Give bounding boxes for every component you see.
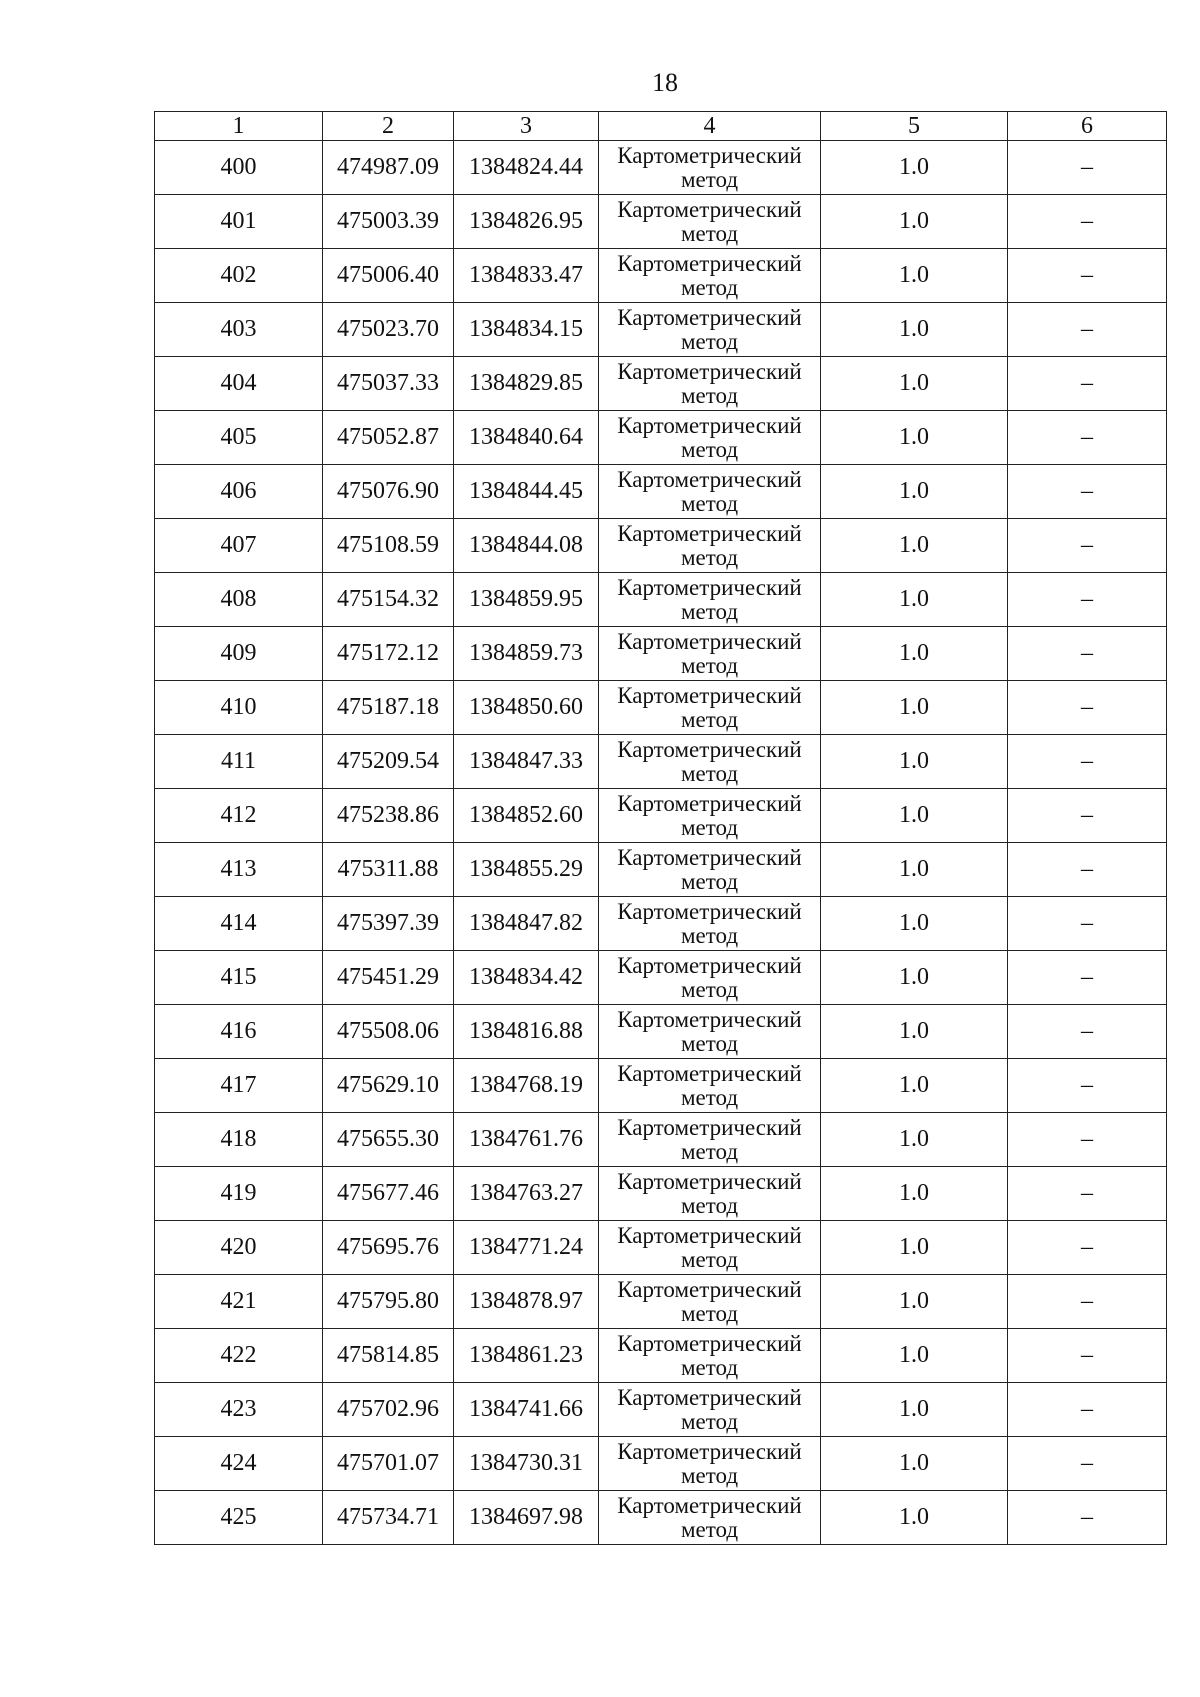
point-number-cell: 407 bbox=[155, 519, 323, 573]
method-cell: Картометрический метод bbox=[599, 1491, 821, 1545]
method-cell: Картометрический метод bbox=[599, 1005, 821, 1059]
method-cell: Картометрический метод bbox=[599, 735, 821, 789]
accuracy-cell: 1.0 bbox=[821, 1437, 1008, 1491]
note-cell: – bbox=[1008, 1329, 1167, 1383]
note-cell: – bbox=[1008, 519, 1167, 573]
note-cell: – bbox=[1008, 1113, 1167, 1167]
y-coordinate-cell: 1384861.23 bbox=[454, 1329, 599, 1383]
accuracy-cell: 1.0 bbox=[821, 1113, 1008, 1167]
y-coordinate-cell: 1384844.45 bbox=[454, 465, 599, 519]
x-coordinate-cell: 475023.70 bbox=[323, 303, 454, 357]
y-coordinate-cell: 1384834.15 bbox=[454, 303, 599, 357]
method-cell: Картометрический метод bbox=[599, 519, 821, 573]
accuracy-cell: 1.0 bbox=[821, 357, 1008, 411]
point-number-cell: 416 bbox=[155, 1005, 323, 1059]
method-cell: Картометрический метод bbox=[599, 573, 821, 627]
accuracy-cell: 1.0 bbox=[821, 249, 1008, 303]
y-coordinate-cell: 1384763.27 bbox=[454, 1167, 599, 1221]
x-coordinate-cell: 475187.18 bbox=[323, 681, 454, 735]
accuracy-cell: 1.0 bbox=[821, 1383, 1008, 1437]
point-number-cell: 415 bbox=[155, 951, 323, 1005]
point-number-cell: 418 bbox=[155, 1113, 323, 1167]
y-coordinate-cell: 1384829.85 bbox=[454, 357, 599, 411]
point-number-cell: 410 bbox=[155, 681, 323, 735]
x-coordinate-cell: 475172.12 bbox=[323, 627, 454, 681]
note-cell: – bbox=[1008, 141, 1167, 195]
note-cell: – bbox=[1008, 465, 1167, 519]
note-cell: – bbox=[1008, 951, 1167, 1005]
x-coordinate-cell: 475003.39 bbox=[323, 195, 454, 249]
note-cell: – bbox=[1008, 249, 1167, 303]
x-coordinate-cell: 475006.40 bbox=[323, 249, 454, 303]
y-coordinate-cell: 1384833.47 bbox=[454, 249, 599, 303]
note-cell: – bbox=[1008, 1275, 1167, 1329]
accuracy-cell: 1.0 bbox=[821, 411, 1008, 465]
coordinates-table bbox=[154, 111, 1167, 1545]
x-coordinate-cell: 475814.85 bbox=[323, 1329, 454, 1383]
point-number-cell: 412 bbox=[155, 789, 323, 843]
y-coordinate-cell: 1384826.95 bbox=[454, 195, 599, 249]
table-row bbox=[155, 1329, 1167, 1383]
method-cell: Картометрический метод bbox=[599, 411, 821, 465]
y-coordinate-cell: 1384847.82 bbox=[454, 897, 599, 951]
note-cell: – bbox=[1008, 303, 1167, 357]
accuracy-cell: 1.0 bbox=[821, 519, 1008, 573]
x-coordinate-cell: 475451.29 bbox=[323, 951, 454, 1005]
accuracy-cell: 1.0 bbox=[821, 1059, 1008, 1113]
table-row bbox=[155, 897, 1167, 951]
page-number: 18 bbox=[652, 68, 678, 97]
method-cell: Картометрический метод bbox=[599, 1221, 821, 1275]
point-number-cell: 420 bbox=[155, 1221, 323, 1275]
x-coordinate-cell: 475695.76 bbox=[323, 1221, 454, 1275]
method-cell: Картометрический метод bbox=[599, 951, 821, 1005]
note-cell: – bbox=[1008, 1491, 1167, 1545]
x-coordinate-cell: 475629.10 bbox=[323, 1059, 454, 1113]
y-coordinate-cell: 1384816.88 bbox=[454, 1005, 599, 1059]
x-coordinate-cell: 475037.33 bbox=[323, 357, 454, 411]
x-coordinate-cell: 475701.07 bbox=[323, 1437, 454, 1491]
table-row bbox=[155, 357, 1167, 411]
table-body bbox=[155, 112, 1167, 1545]
table-row bbox=[155, 195, 1167, 249]
x-coordinate-cell: 474987.09 bbox=[323, 141, 454, 195]
note-cell: – bbox=[1008, 681, 1167, 735]
accuracy-cell: 1.0 bbox=[821, 681, 1008, 735]
table-row bbox=[155, 1221, 1167, 1275]
method-cell: Картометрический метод bbox=[599, 141, 821, 195]
x-coordinate-cell: 475677.46 bbox=[323, 1167, 454, 1221]
y-coordinate-cell: 1384761.76 bbox=[454, 1113, 599, 1167]
point-number-cell: 401 bbox=[155, 195, 323, 249]
accuracy-cell: 1.0 bbox=[821, 195, 1008, 249]
column-header: 2 bbox=[323, 112, 454, 141]
accuracy-cell: 1.0 bbox=[821, 951, 1008, 1005]
table-row bbox=[155, 627, 1167, 681]
y-coordinate-cell: 1384859.73 bbox=[454, 627, 599, 681]
x-coordinate-cell: 475052.87 bbox=[323, 411, 454, 465]
point-number-cell: 409 bbox=[155, 627, 323, 681]
table-row bbox=[155, 735, 1167, 789]
accuracy-cell: 1.0 bbox=[821, 465, 1008, 519]
point-number-cell: 404 bbox=[155, 357, 323, 411]
x-coordinate-cell: 475397.39 bbox=[323, 897, 454, 951]
accuracy-cell: 1.0 bbox=[821, 897, 1008, 951]
method-cell: Картометрический метод bbox=[599, 195, 821, 249]
column-header: 1 bbox=[155, 112, 323, 141]
accuracy-cell: 1.0 bbox=[821, 627, 1008, 681]
method-cell: Картометрический метод bbox=[599, 1383, 821, 1437]
note-cell: – bbox=[1008, 897, 1167, 951]
point-number-cell: 422 bbox=[155, 1329, 323, 1383]
x-coordinate-cell: 475108.59 bbox=[323, 519, 454, 573]
point-number-cell: 419 bbox=[155, 1167, 323, 1221]
x-coordinate-cell: 475154.32 bbox=[323, 573, 454, 627]
table-row bbox=[155, 573, 1167, 627]
method-cell: Картометрический метод bbox=[599, 843, 821, 897]
accuracy-cell: 1.0 bbox=[821, 843, 1008, 897]
point-number-cell: 400 bbox=[155, 141, 323, 195]
point-number-cell: 405 bbox=[155, 411, 323, 465]
note-cell: – bbox=[1008, 1059, 1167, 1113]
y-coordinate-cell: 1384730.31 bbox=[454, 1437, 599, 1491]
note-cell: – bbox=[1008, 1437, 1167, 1491]
accuracy-cell: 1.0 bbox=[821, 1329, 1008, 1383]
accuracy-cell: 1.0 bbox=[821, 573, 1008, 627]
y-coordinate-cell: 1384859.95 bbox=[454, 573, 599, 627]
x-coordinate-cell: 475311.88 bbox=[323, 843, 454, 897]
method-cell: Картометрический метод bbox=[599, 1275, 821, 1329]
point-number-cell: 414 bbox=[155, 897, 323, 951]
method-cell: Картометрический метод bbox=[599, 681, 821, 735]
accuracy-cell: 1.0 bbox=[821, 1275, 1008, 1329]
note-cell: – bbox=[1008, 1221, 1167, 1275]
point-number-cell: 402 bbox=[155, 249, 323, 303]
table-row bbox=[155, 789, 1167, 843]
method-cell: Картометрический метод bbox=[599, 897, 821, 951]
method-cell: Картометрический метод bbox=[599, 1113, 821, 1167]
note-cell: – bbox=[1008, 1383, 1167, 1437]
method-cell: Картометрический метод bbox=[599, 1167, 821, 1221]
point-number-cell: 408 bbox=[155, 573, 323, 627]
point-number-cell: 421 bbox=[155, 1275, 323, 1329]
column-header: 4 bbox=[599, 112, 821, 141]
table-row bbox=[155, 303, 1167, 357]
x-coordinate-cell: 475655.30 bbox=[323, 1113, 454, 1167]
x-coordinate-cell: 475702.96 bbox=[323, 1383, 454, 1437]
note-cell: – bbox=[1008, 843, 1167, 897]
method-cell: Картометрический метод bbox=[599, 1329, 821, 1383]
note-cell: – bbox=[1008, 195, 1167, 249]
note-cell: – bbox=[1008, 1005, 1167, 1059]
y-coordinate-cell: 1384768.19 bbox=[454, 1059, 599, 1113]
y-coordinate-cell: 1384771.24 bbox=[454, 1221, 599, 1275]
table-row bbox=[155, 843, 1167, 897]
note-cell: – bbox=[1008, 627, 1167, 681]
x-coordinate-cell: 475508.06 bbox=[323, 1005, 454, 1059]
y-coordinate-cell: 1384824.44 bbox=[454, 141, 599, 195]
y-coordinate-cell: 1384697.98 bbox=[454, 1491, 599, 1545]
method-cell: Картометрический метод bbox=[599, 303, 821, 357]
table-row bbox=[155, 141, 1167, 195]
column-header: 5 bbox=[821, 112, 1008, 141]
table-row bbox=[155, 1113, 1167, 1167]
y-coordinate-cell: 1384855.29 bbox=[454, 843, 599, 897]
table-row bbox=[155, 519, 1167, 573]
method-cell: Картометрический метод bbox=[599, 1437, 821, 1491]
method-cell: Картометрический метод bbox=[599, 1059, 821, 1113]
table-row bbox=[155, 465, 1167, 519]
method-cell: Картометрический метод bbox=[599, 249, 821, 303]
x-coordinate-cell: 475209.54 bbox=[323, 735, 454, 789]
accuracy-cell: 1.0 bbox=[821, 1221, 1008, 1275]
table-row bbox=[155, 1437, 1167, 1491]
note-cell: – bbox=[1008, 789, 1167, 843]
y-coordinate-cell: 1384840.64 bbox=[454, 411, 599, 465]
accuracy-cell: 1.0 bbox=[821, 141, 1008, 195]
table-row bbox=[155, 411, 1167, 465]
table-row bbox=[155, 681, 1167, 735]
note-cell: – bbox=[1008, 573, 1167, 627]
point-number-cell: 413 bbox=[155, 843, 323, 897]
point-number-cell: 425 bbox=[155, 1491, 323, 1545]
x-coordinate-cell: 475734.71 bbox=[323, 1491, 454, 1545]
point-number-cell: 423 bbox=[155, 1383, 323, 1437]
y-coordinate-cell: 1384847.33 bbox=[454, 735, 599, 789]
y-coordinate-cell: 1384850.60 bbox=[454, 681, 599, 735]
table-row bbox=[155, 1275, 1167, 1329]
table-header-row bbox=[155, 112, 1167, 141]
y-coordinate-cell: 1384834.42 bbox=[454, 951, 599, 1005]
table-row bbox=[155, 1059, 1167, 1113]
y-coordinate-cell: 1384878.97 bbox=[454, 1275, 599, 1329]
method-cell: Картометрический метод bbox=[599, 465, 821, 519]
note-cell: – bbox=[1008, 1167, 1167, 1221]
note-cell: – bbox=[1008, 411, 1167, 465]
y-coordinate-cell: 1384741.66 bbox=[454, 1383, 599, 1437]
table-row bbox=[155, 1167, 1167, 1221]
y-coordinate-cell: 1384844.08 bbox=[454, 519, 599, 573]
point-number-cell: 424 bbox=[155, 1437, 323, 1491]
point-number-cell: 403 bbox=[155, 303, 323, 357]
accuracy-cell: 1.0 bbox=[821, 1491, 1008, 1545]
point-number-cell: 406 bbox=[155, 465, 323, 519]
y-coordinate-cell: 1384852.60 bbox=[454, 789, 599, 843]
method-cell: Картометрический метод bbox=[599, 789, 821, 843]
point-number-cell: 417 bbox=[155, 1059, 323, 1113]
table-row bbox=[155, 249, 1167, 303]
accuracy-cell: 1.0 bbox=[821, 789, 1008, 843]
table-row bbox=[155, 951, 1167, 1005]
note-cell: – bbox=[1008, 357, 1167, 411]
column-header: 6 bbox=[1008, 112, 1167, 141]
accuracy-cell: 1.0 bbox=[821, 1005, 1008, 1059]
accuracy-cell: 1.0 bbox=[821, 735, 1008, 789]
point-number-cell: 411 bbox=[155, 735, 323, 789]
accuracy-cell: 1.0 bbox=[821, 303, 1008, 357]
table-row bbox=[155, 1491, 1167, 1545]
x-coordinate-cell: 475076.90 bbox=[323, 465, 454, 519]
column-header: 3 bbox=[454, 112, 599, 141]
note-cell: – bbox=[1008, 735, 1167, 789]
method-cell: Картометрический метод bbox=[599, 627, 821, 681]
table-row bbox=[155, 1383, 1167, 1437]
x-coordinate-cell: 475795.80 bbox=[323, 1275, 454, 1329]
x-coordinate-cell: 475238.86 bbox=[323, 789, 454, 843]
method-cell: Картометрический метод bbox=[599, 357, 821, 411]
table-row bbox=[155, 1005, 1167, 1059]
accuracy-cell: 1.0 bbox=[821, 1167, 1008, 1221]
